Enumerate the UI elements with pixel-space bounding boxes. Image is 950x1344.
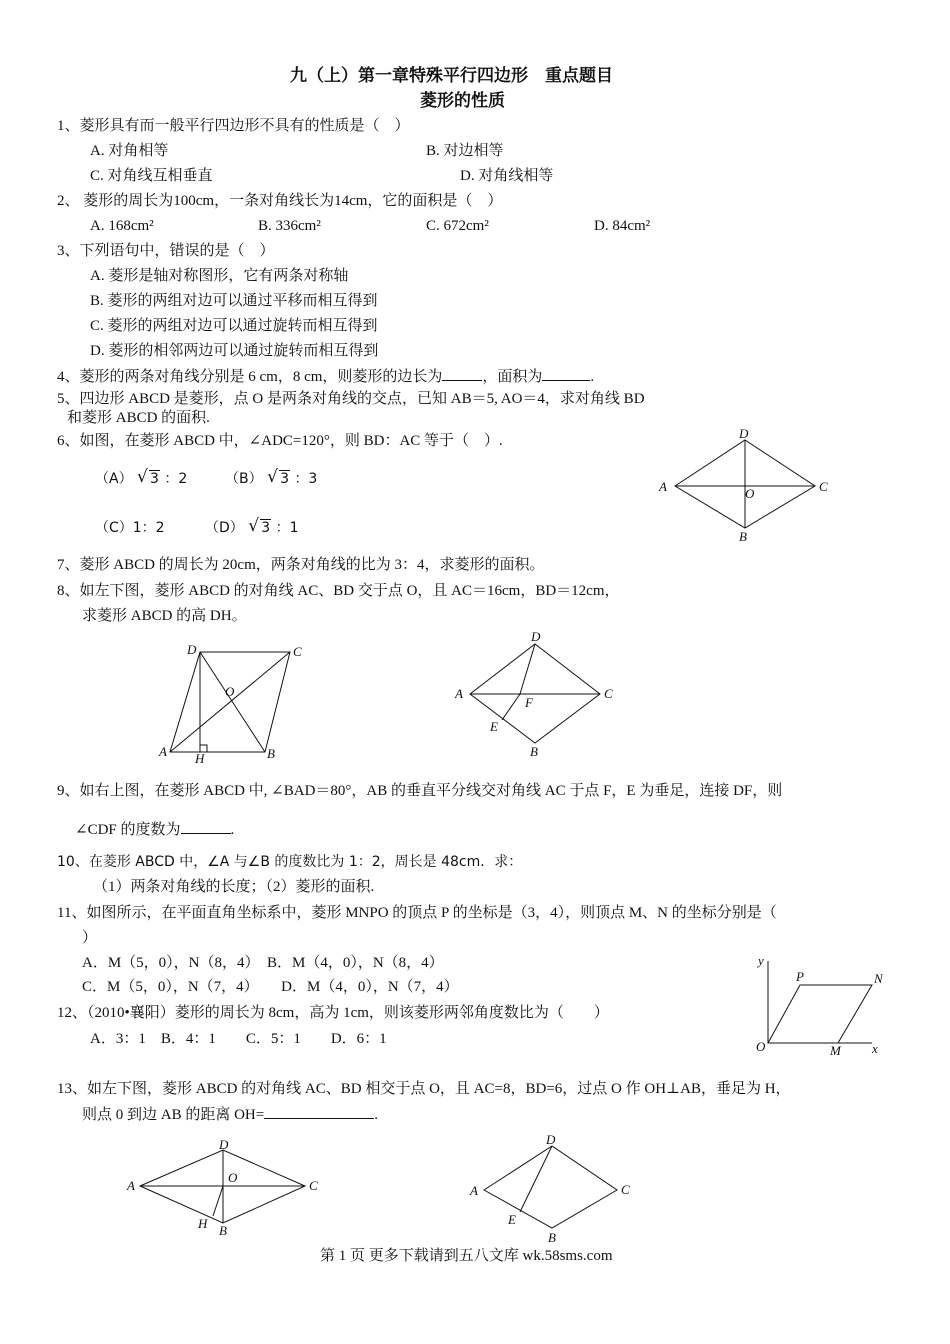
q9-text-end: . (230, 822, 235, 838)
q13-rhombus-figure-right (462, 1132, 642, 1245)
q1-option-b: B. 对边相等 (426, 143, 504, 159)
q9-line1: 9、如右上图，在菱形 ABCD 中, ∠BAD＝80°，AB 的垂直平分线交对角线 AC 于点 F，E 为垂足，连接 DF，则 (57, 783, 783, 799)
q13-rhombus-figure-left (125, 1138, 325, 1238)
q9-rhombus-figure (452, 628, 632, 758)
label-d: D (219, 1137, 229, 1152)
q6-stem: 6、如图，在菱形 ABCD 中，∠ADC=120°，则 BD：AC 等于（ ）. (57, 433, 503, 449)
q6-option-b (225, 469, 317, 489)
q2-option-b: B. 336cm² (258, 218, 321, 234)
q6-rhombus-figure (655, 428, 855, 548)
label-d: D (739, 426, 749, 441)
q12-options: A．3：1 B．4：1 C．5：1 D．6：1 (90, 1031, 387, 1047)
label-p: P (796, 969, 804, 984)
label-x: x (872, 1041, 878, 1056)
label-o: O (756, 1039, 766, 1054)
q1-option-a: A. 对角相等 (90, 143, 169, 159)
label-a: A (659, 479, 667, 494)
q4-blank-area[interactable] (542, 366, 590, 381)
diagonal-bd (200, 652, 265, 752)
q5-line1: 5、四边形 ABCD 是菱形，点 O 是两条对角线的交点，已知 AB＝5, AO＝4，求对角线 BD (57, 391, 645, 407)
q5-line2: 和菱形 ABCD 的面积. (67, 410, 210, 426)
q13-text: 则点 0 到边 AB 的距离 OH= (82, 1107, 265, 1123)
label-y: y (758, 953, 764, 968)
label-c: C (293, 644, 302, 659)
segment-df (520, 644, 535, 694)
segment-ef (502, 694, 520, 720)
q6-option-d (205, 518, 299, 538)
q11-coordinate-figure (750, 955, 900, 1065)
label-b: B (548, 1230, 556, 1245)
label-b: B (530, 744, 538, 759)
label-b: B (739, 529, 747, 544)
q4-text-2: ，面积为 (482, 369, 543, 385)
q7-stem: 7、菱形 ABCD 的周长为 20cm，两条对角线的比为 3：4，求菱形的面积。 (57, 557, 545, 573)
sqrt-symbol (267, 469, 290, 489)
label-n: N (874, 971, 883, 986)
q2-option-d: D. 84cm² (594, 218, 651, 234)
label-c: C (819, 479, 828, 494)
q1-option-c: C. 对角线互相垂直 (90, 168, 213, 184)
q3-option-c: C. 菱形的两组对边可以通过旋转而相互得到 (90, 318, 378, 334)
q8-line1: 8、如左下图，菱形 ABCD 的对角线 AC、BD 交于点 O，且 AC＝16cm，BD＝12cm， (57, 583, 620, 599)
label-c: C (621, 1182, 630, 1197)
q4-stem (57, 366, 594, 387)
q6-b-rest: ：3 (294, 471, 318, 487)
q6-b-label: （B） (225, 471, 263, 487)
q6-option-c: （C）1：2 (95, 520, 165, 536)
height-oh (213, 1186, 223, 1216)
label-m: M (830, 1043, 841, 1058)
q6-a-radicand: 3 (150, 471, 159, 487)
q2-option-c: C. 672cm² (426, 218, 489, 234)
page-subtitle: 菱形的性质 (420, 91, 505, 111)
q1-option-d: D. 对角线相等 (460, 168, 554, 184)
page-footer: 第 1 页 更多下载请到五八文库 wk.58sms.com (320, 1248, 613, 1264)
label-b: B (267, 746, 275, 761)
label-d: D (546, 1132, 556, 1147)
q10-line2: （1）两条对角线的长度；（2）菱形的面积. (93, 879, 375, 895)
q4-text-1: 4、菱形的两条对角线分别是 6 cm，8 cm，则菱形的边长为 (57, 369, 443, 385)
q9-blank[interactable] (181, 819, 231, 834)
label-a: A (127, 1178, 135, 1193)
sqrt-symbol (248, 518, 271, 538)
label-o: O (225, 684, 235, 699)
label-h: H (198, 1216, 208, 1231)
q6-a-label: （A） (95, 471, 133, 487)
q2-stem: 2、 菱形的周长为100cm，一条对角线长为14cm，它的面积是（ ） (57, 193, 503, 209)
label-o: O (228, 1170, 238, 1185)
q1-stem: 1、菱形具有而一般平行四边形不具有的性质是（ ） (57, 118, 410, 134)
q6-d-label: （D） (205, 520, 244, 536)
label-a: A (470, 1183, 478, 1198)
label-o: O (745, 486, 755, 501)
q8-line2: 求菱形 ABCD 的高 DH。 (82, 608, 247, 624)
q11-options-ab: A．M（5，0），N（8，4） B．M（4，0），N（8，4） (82, 955, 444, 971)
label-h: H (195, 751, 205, 766)
q11-line1: 11、如图所示，在平面直角坐标系中，菱形 MNPO 的顶点 P 的坐标是（3，4），则顶点 M、N 的坐标分别是（ (57, 905, 777, 921)
label-f: F (525, 695, 533, 710)
q12-stem: 12、（2010•襄阳）菱形的周长为 8cm，高为 1cm，则该菱形两邻角度数比为（ ） (57, 1005, 609, 1021)
q11-line2: ） (82, 930, 98, 946)
q9-line2 (75, 819, 234, 840)
sqrt-symbol (137, 469, 160, 489)
page-title: 九（上）第一章特殊平行四边形 重点题目 (290, 66, 613, 86)
q4-text-3: . (590, 369, 595, 385)
q6-a-rest: ：2 (164, 471, 188, 487)
q6-d-radicand: 3 (261, 520, 271, 536)
q13-line1: 13、如左下图，菱形 ABCD 的对角线 AC、BD 相交于点 O，且 AC=8，BD=6，过点 O 作 OH⊥AB，垂足为 H， (57, 1081, 791, 1097)
q9-text: ∠CDF 的度数为 (75, 822, 181, 838)
q11-options-cd: C．M（5，0），N（7，4） D．M（4，0），N（7，4） (82, 979, 459, 995)
rhombus-outline (484, 1146, 617, 1228)
q3-stem: 3、下列语句中，错误的是（ ） (57, 243, 275, 259)
q8-rhombus-figure (155, 640, 315, 765)
label-d: D (531, 629, 541, 644)
label-e: E (508, 1212, 516, 1227)
q3-option-b: B. 菱形的两组对边可以通过平移而相互得到 (90, 293, 378, 309)
q4-blank-side[interactable] (442, 366, 482, 381)
q10-line1: 10、在菱形 ABCD 中，∠A 与∠B 的度数比为 1：2，周长是 48cm．求： (57, 854, 523, 870)
q6-d-rest: ：1 (275, 520, 299, 536)
q13-blank[interactable] (264, 1104, 374, 1119)
diagonal-ac (170, 652, 290, 752)
q3-option-a: A. 菱形是轴对称图形，它有两条对称轴 (90, 268, 349, 284)
label-c: C (604, 686, 613, 701)
label-d: D (187, 642, 197, 657)
q13-text-end: . (374, 1107, 378, 1123)
label-b: B (219, 1223, 227, 1238)
q6-b-radicand: 3 (280, 471, 289, 487)
label-e: E (490, 719, 498, 734)
q2-option-a: A. 168cm² (90, 218, 154, 234)
q6-option-a (95, 469, 187, 489)
label-a: A (455, 686, 463, 701)
label-c: C (309, 1178, 318, 1193)
rhombus-outline (768, 985, 872, 1043)
label-a: A (159, 744, 167, 759)
q3-option-d: D. 菱形的相邻两边可以通过旋转而相互得到 (90, 343, 379, 359)
q13-line2 (82, 1104, 378, 1125)
